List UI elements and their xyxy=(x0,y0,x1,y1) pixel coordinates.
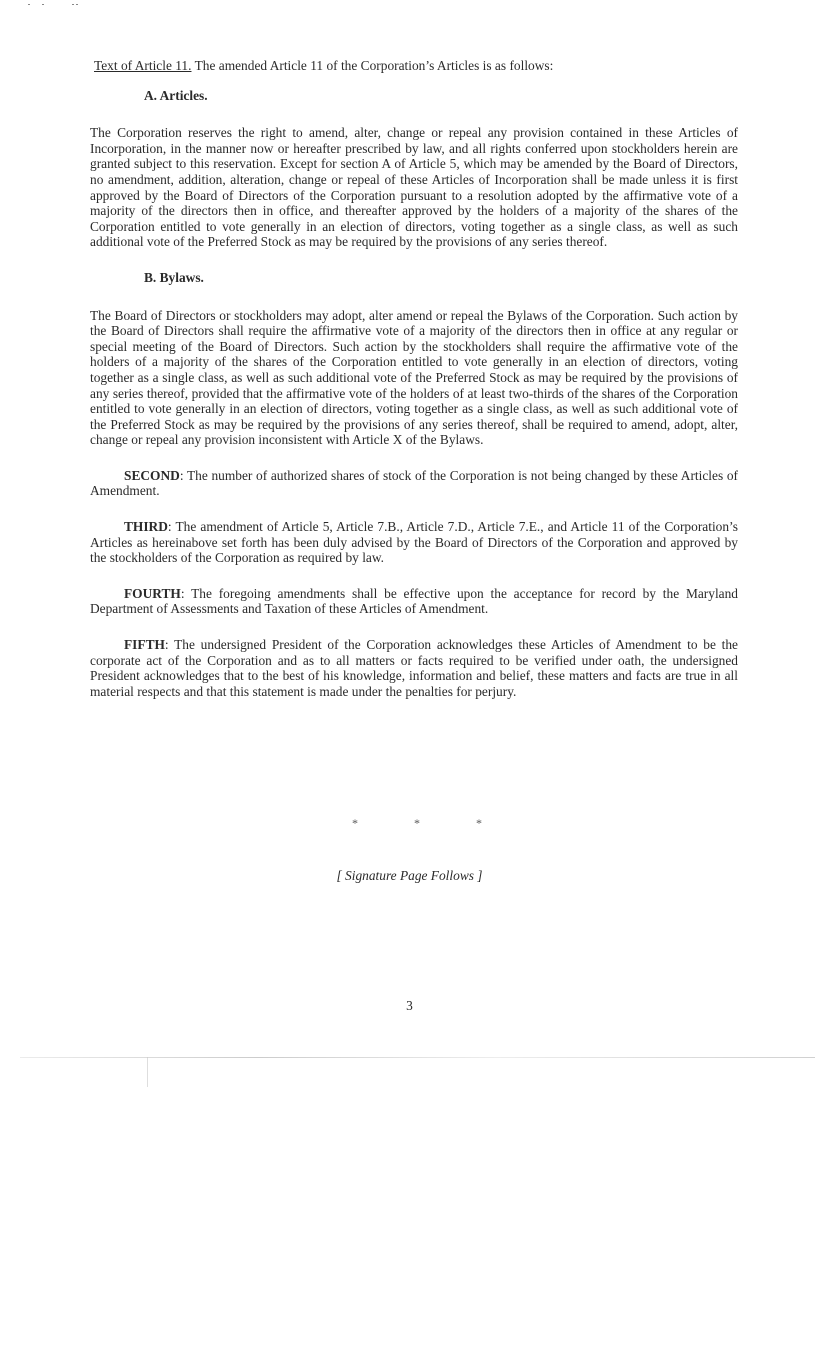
article-11-intro xyxy=(94,58,738,74)
section-b-body: The Board of Directors or stockholders may adopt, alter amend or repeal the Bylaws of the Corporation. Such action by the Board of Directors shall require the affirmative vote of a majority of the directors then in office at any regular or special meeting of the Board of Directors. Such action by the stockholders shall require the affirmative vote of the holders of a majority of the shares of the Corporation entitled to vote generally in an election of directors, voting together as a single class, as well as such additional vote of the Preferred Stock as may be required by the provisions of any series thereof, provided that the affirmative vote of the holders of at least two-thirds of the shares of the Corporation entitled to vote generally in an election of directors, voting together as a single class, as well as such additional vote of the Preferred Stock as may be required by the provisions of any series thereof, shall be required to amend, adopt, alter, change or repeal any provision inconsistent with Article X of the Bylaws. xyxy=(90,307,738,448)
fifth-text: : The undersigned President of the Corporation acknowledges these Articles of Amendment to be the corporate act of the Corporation and as to all matters or facts required to be verified under oath, the undersigned President acknowledges that to the best of his knowledge, information and belief, these matters and facts are true in all material respects and that this statement is made under the penalties for perjury. xyxy=(90,637,738,699)
document-body xyxy=(90,58,738,719)
third-text: : The amendment of Article 5, Article 7.B., Article 7.D., Article 7.E., and Article 11 of the Corporation’s Articles as hereinabove set forth has been duly advised by the Board of Directors of the Corporation and approved by the stockholders of the Corporation as required by law. xyxy=(90,519,738,566)
fourth-paragraph xyxy=(90,586,738,617)
third-paragraph xyxy=(90,519,738,566)
signature-page-note: [ Signature Page Follows ] xyxy=(336,868,483,883)
separator-star: * xyxy=(476,816,482,830)
separator-star: * xyxy=(352,816,358,830)
fifth-paragraph xyxy=(90,637,738,699)
article-11-heading: Text of Article 11. xyxy=(94,58,192,73)
section-a-body: The Corporation reserves the right to amend, alter, change or repeal any provision contained in these Articles of Incorporation, in the manner now or hereafter prescribed by law, and all rights conferred upon stockholders herein are granted subject to this reservation. Except for section A of Article 5, which may be amended by the Board of Directors, no amendment, addition, alteration, change or repeal of these Articles of Incorporation shall be made unless it is first approved by the Board of Directors of the Corporation pursuant to a resolution adopted by the affirmative vote of a majority of the directors then in office, and thereafter approved by the holders of a majority of the shares of the Corporation entitled to vote generally in an election of directors, voting together as a single class, as well as such additional vote of the Preferred Stock as may be required by the provisions of any series thereof. xyxy=(90,125,738,250)
second-paragraph xyxy=(90,468,738,499)
article-11-intro-text: The amended Article 11 of the Corporation’s Articles is as follows: xyxy=(191,58,554,73)
scan-artifact-line xyxy=(20,1057,815,1058)
page-number: 3 xyxy=(406,998,413,1013)
second-label: SECOND xyxy=(124,467,180,483)
fourth-label: FOURTH xyxy=(124,585,181,601)
scan-artifact-tick xyxy=(147,1057,148,1087)
third-label: THIRD xyxy=(124,519,168,535)
section-a-heading: A. Articles. xyxy=(144,87,208,103)
scan-corner-mark xyxy=(28,2,88,8)
section-b-heading: B. Bylaws. xyxy=(144,269,204,285)
second-text: : The number of authorized shares of stock of the Corporation is not being changed by these Articles of Amendment. xyxy=(90,467,738,499)
fourth-text: : The foregoing amendments shall be effective upon the acceptance for record by the Maryland Department of Assessments and Taxation of these Articles of Amendment. xyxy=(90,585,738,617)
separator-star: * xyxy=(414,816,420,830)
fifth-label: FIFTH xyxy=(124,637,165,653)
section-separator xyxy=(352,816,482,831)
